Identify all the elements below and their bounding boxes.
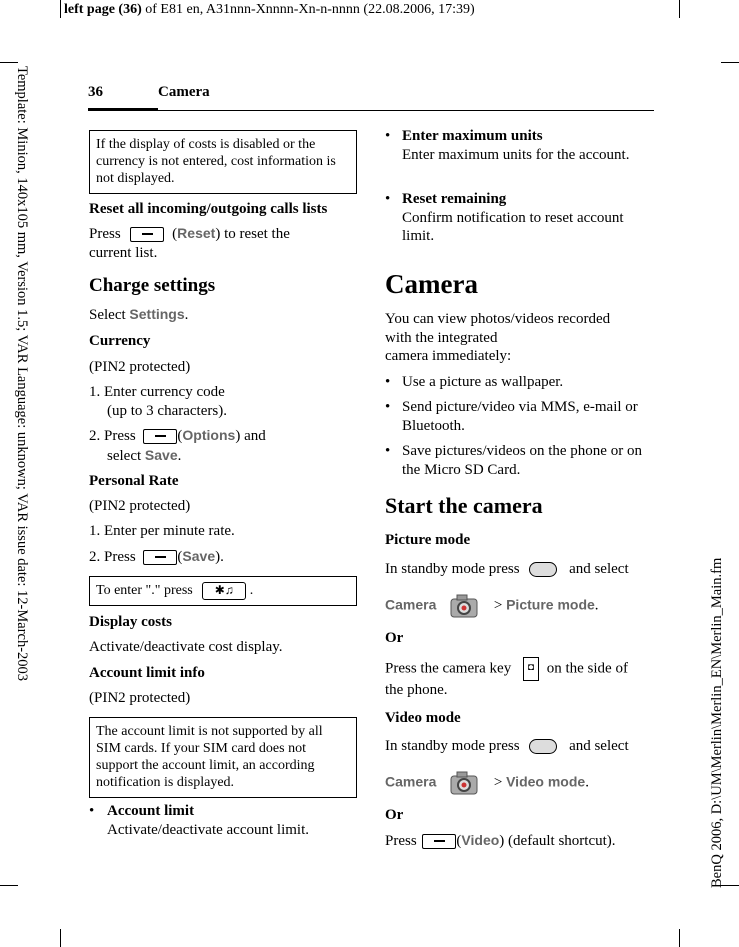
- softkey-icon: [130, 227, 164, 242]
- camera-key-text: Press the camera key ◘ on the side of the phone.: [385, 657, 655, 700]
- softkey-icon: [143, 550, 177, 565]
- reset-heading: Reset all incoming/outgoing calls lists: [89, 201, 328, 217]
- personal-rate-heading: Personal Rate: [89, 473, 179, 489]
- currency-step-1: 1. Enter currency code (up to 3 characters).: [89, 384, 227, 419]
- camera-intro: You can view photos/videos recorded with the integrated camera immediately:: [385, 311, 611, 364]
- or-label: Or: [385, 807, 404, 823]
- header-rule: [88, 110, 654, 111]
- picture-menu-path: Camera > Picture mode.: [385, 592, 655, 620]
- or-label: Or: [385, 630, 404, 646]
- list-item: • Use a picture as wallpaper.: [385, 374, 564, 390]
- pin2-note: (PIN2 protected): [89, 359, 191, 375]
- crop-mark: [60, 0, 61, 18]
- start-camera-heading: Start the camera: [385, 493, 543, 518]
- camera-heading: Camera: [385, 269, 478, 299]
- crop-mark: [0, 885, 18, 886]
- template-info: Template: Minion, 140x105 mm, Version 1.5; VAR Language: unknown; VAR issue date: 12-March-2003: [14, 66, 30, 682]
- camera-key-icon: ◘: [523, 657, 539, 681]
- account-limit-item: • Account limit Activate/deactivate account limit.: [89, 803, 309, 838]
- pin2-note: (PIN2 protected): [89, 498, 191, 514]
- select-settings: Select Settings.: [89, 306, 189, 323]
- crop-mark: [679, 0, 680, 18]
- reset-text: Press (Reset) to reset the current list.: [89, 225, 290, 261]
- page-header: [88, 84, 210, 101]
- display-costs-heading: Display costs: [89, 614, 172, 630]
- crop-mark: [60, 929, 61, 947]
- softkey-icon: [422, 834, 456, 849]
- picture-mode-heading: Picture mode: [385, 532, 471, 548]
- video-shortcut-text: Press (Video) (default shortcut).: [385, 832, 616, 849]
- video-menu-path: Camera > Video mode.: [385, 769, 655, 797]
- account-limit-info-heading: Account limit info: [89, 665, 205, 681]
- camera-icon: [448, 769, 482, 797]
- note-box-dot: To enter "." press ✱♫ .: [89, 576, 357, 606]
- video-standby-text: In standby mode press and select: [385, 738, 629, 754]
- enter-max-item: • Enter maximum units Enter maximum units for the account.: [385, 128, 630, 163]
- note-box-costs: If the display of costs is disabled or the currency is not entered, cost information is not displayed.: [89, 130, 357, 194]
- camera-icon: [448, 592, 482, 620]
- currency-step-2: 2. Press (Options) and select Save.: [89, 427, 266, 464]
- crop-mark: [679, 929, 680, 947]
- charge-settings-heading: Charge settings: [89, 275, 216, 296]
- display-costs-text: Activate/deactivate cost display.: [89, 639, 283, 655]
- rate-step-2: 2. Press (Save).: [89, 548, 224, 565]
- page-number: 36: [88, 84, 103, 100]
- video-mode-heading: Video mode: [385, 710, 461, 726]
- star-key-icon: ✱♫: [202, 582, 246, 600]
- crop-mark: [721, 62, 739, 63]
- crop-mark: [0, 62, 18, 63]
- reset-remaining-item: • Reset remaining Confirm notification to reset account limit.: [385, 191, 624, 244]
- center-key-icon: [529, 562, 557, 577]
- list-item: • Send picture/video via MMS, e-mail or Bluetooth.: [385, 399, 638, 434]
- currency-heading: Currency: [89, 333, 151, 349]
- center-key-icon: [529, 739, 557, 754]
- list-item: • Save pictures/videos on the phone or on the Micro SD Card.: [385, 443, 642, 478]
- file-path: BenQ 2006, D:\UM\Merlin\Merlin_EN\Merlin_Main.fm: [709, 557, 725, 888]
- print-header: left page (36) of E81 en, A31nnn-Xnnnn-Xn-n-nnnn (22.08.2006, 17:39): [64, 2, 475, 17]
- page-title: Camera: [158, 84, 210, 100]
- rate-step-1: 1. Enter per minute rate.: [89, 523, 235, 539]
- page-number-rule: [88, 108, 158, 111]
- pin2-note: (PIN2 protected): [89, 690, 191, 706]
- note-box-account: The account limit is not supported by all SIM cards. If your SIM card does not support the account limit, an according notification is displayed.: [89, 717, 357, 798]
- picture-standby-text: In standby mode press and select: [385, 561, 629, 577]
- softkey-icon: [143, 429, 177, 444]
